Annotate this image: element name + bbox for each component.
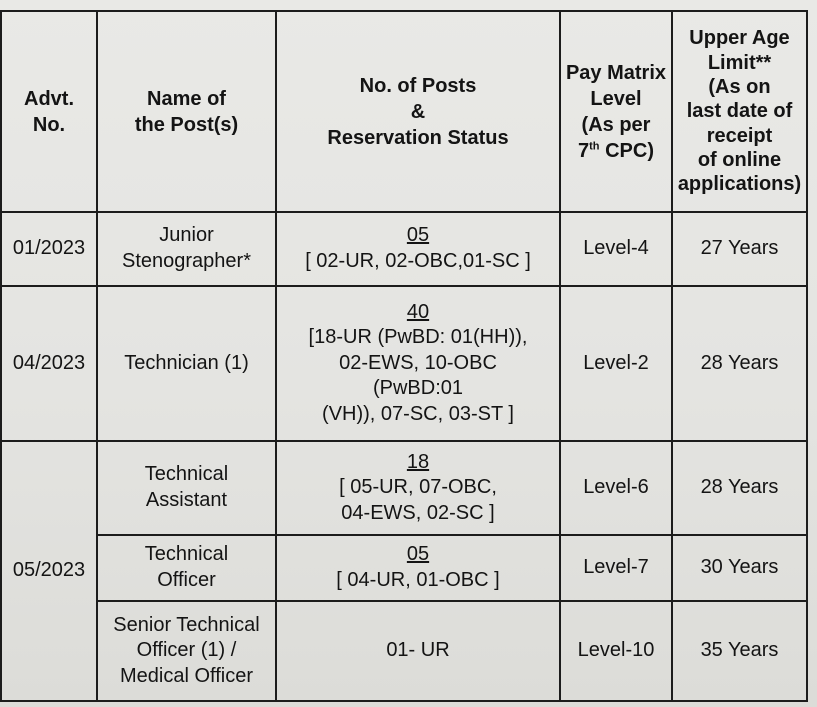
post-name-cell: Senior Technical Officer (1) / Medical Officer — [97, 601, 276, 701]
pay-level-cell: Level-7 — [560, 535, 672, 601]
post-name-cell: Junior Stenographer* — [97, 212, 276, 286]
table-row — [1, 535, 807, 601]
pay-level-cell: Level-10 — [560, 601, 672, 701]
header-post-name: Name of the Post(s) — [97, 11, 276, 212]
pay-level-cell: Level-4 — [560, 212, 672, 286]
header-posts-reservation: No. of Posts & Reservation Status — [276, 11, 560, 212]
posts-reservation-cell: 18 [ 05-UR, 07-OBC, 04-EWS, 02-SC ] — [276, 441, 560, 535]
age-limit-cell: 30 Years — [672, 535, 807, 601]
advt-no-cell: 05/2023 — [1, 441, 97, 701]
post-count: 18 — [406, 450, 430, 473]
table-row — [1, 286, 807, 441]
age-limit-cell: 27 Years — [672, 212, 807, 286]
age-limit-cell: 28 Years — [672, 286, 807, 441]
posts-table — [0, 10, 808, 702]
posts-reservation-cell: 40 [18-UR (PwBD: 01(HH)), 02-EWS, 10-OBC (PwBD:01 (VH)), 07-SC, 03-ST ] — [276, 286, 560, 441]
post-count: 40 — [406, 300, 430, 323]
table-row — [1, 601, 807, 701]
posts-reservation-cell: 05 [ 02-UR, 02-OBC,01-SC ] — [276, 212, 560, 286]
post-count: 05 — [406, 224, 430, 247]
header-advt-no: Advt. No. — [1, 11, 97, 212]
age-limit-cell: 28 Years — [672, 441, 807, 535]
age-limit-cell: 35 Years — [672, 601, 807, 701]
header-upper-age-limit: Upper Age Limit** (As on last date of receipt of online applications) — [672, 11, 807, 212]
post-count: 05 — [406, 543, 430, 566]
pay-level-cell: Level-2 — [560, 286, 672, 441]
table-row — [1, 212, 807, 286]
header-row — [1, 11, 807, 212]
advt-no-cell: 04/2023 — [1, 286, 97, 441]
advt-no-cell: 01/2023 — [1, 212, 97, 286]
table-row — [1, 441, 807, 535]
pay-level-cell: Level-6 — [560, 441, 672, 535]
posts-reservation-cell: 01- UR — [276, 601, 560, 701]
post-name-cell: Technical Assistant — [97, 441, 276, 535]
post-name-cell: Technician (1) — [97, 286, 276, 441]
header-pay-matrix-level: Pay Matrix Level (As per 7th CPC) — [560, 11, 672, 212]
post-name-cell: Technical Officer — [97, 535, 276, 601]
posts-reservation-cell: 05 [ 04-UR, 01-OBC ] — [276, 535, 560, 601]
